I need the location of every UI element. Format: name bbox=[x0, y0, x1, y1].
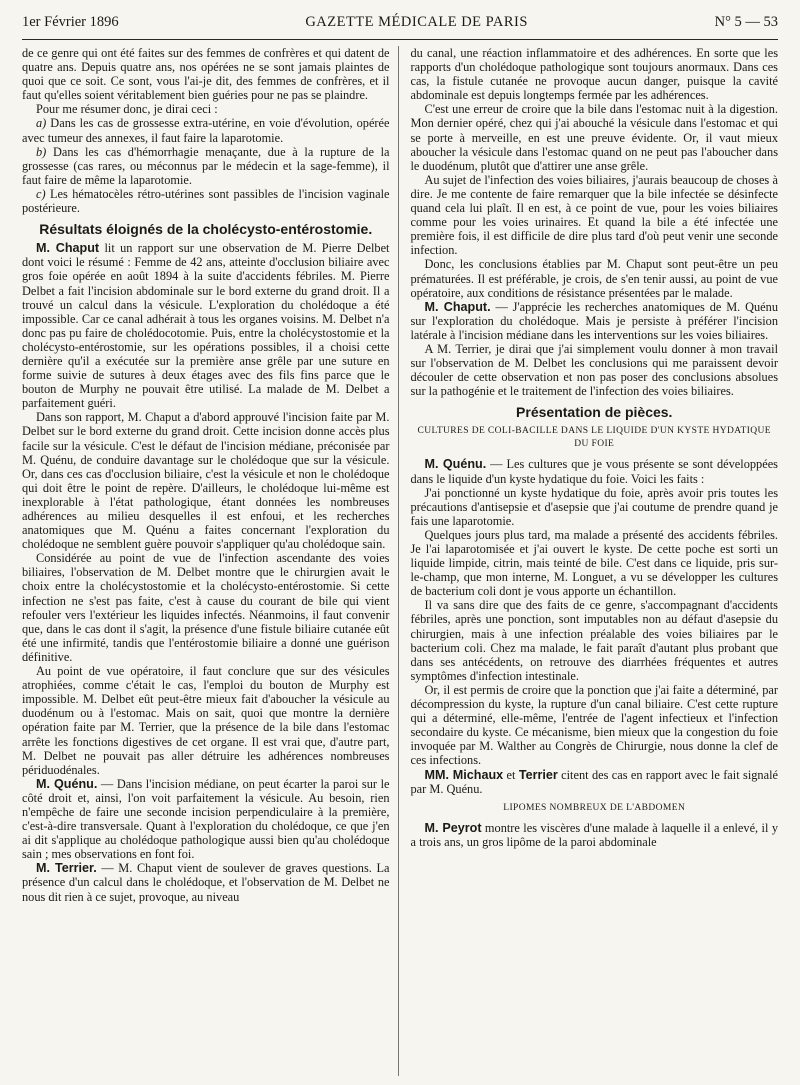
paragraph bbox=[411, 300, 779, 342]
right-column bbox=[411, 46, 779, 1076]
paragraph bbox=[411, 457, 779, 485]
speaker-name: M. Terrier. bbox=[36, 861, 97, 876]
paragraph: du canal, une réaction inflammatoire et des adhérences. En sorte que les rapports d'un cholédoque pathologique sont toujours anormaux. Dans ces cas, la fistule cutanée ne provoque aucun danger, puisque la cavité abdominale est depuis longtemps fermée par les adhérences. bbox=[410, 46, 778, 103]
paragraph: Pour me résumer donc, je dirai ceci : bbox=[36, 102, 218, 117]
issue-number: N° 5 — 53 bbox=[714, 14, 778, 30]
paragraph bbox=[411, 821, 779, 849]
paragraph: A M. Terrier, je dirai que j'ai simplement voulu donner à mon travail sur l'observation de M. Delbet les conclusions qui me paraissent devoir découler de cette observation et non pas poser des conclusions absolues sur la pathogénie et le traitement de l'infection des voies biliaires. bbox=[410, 341, 778, 399]
list-label: c) bbox=[36, 186, 46, 201]
list-text: Les hématocèles rétro-utérines sont passibles de l'incision vaginale postérieure. bbox=[22, 186, 390, 216]
paragraph: de ce genre qui ont été faites sur des femmes de confrères et qui datent de quatre ans. Depuis quatre ans, nos opérées ne se sont jamais plaintes de quoi que ce soit. Ce sont, vous l'ai-je dit, des femmes de confrères, et il faut qu'elles soient véritablement bien guéries pour ne pas se plaindre. bbox=[22, 46, 390, 103]
speaker-name: M. Peyrot bbox=[424, 820, 482, 835]
paragraph: C'est une erreur de croire que la bile dans l'estomac nuit à la digestion. Mon dernier opéré, chez qui j'ai abouché la vésicule dans l'estomac et qui se porte à merveille, en est une preuve évidente. Or, il vaut mieux aboucher la vésicule dans l'estomac quand on ne peut pas l'aboucher dans le duodénum, plutôt que d'attirer une anse grêle. bbox=[410, 102, 778, 173]
speaker-name: Terrier bbox=[518, 767, 558, 782]
list-item-b bbox=[22, 145, 390, 187]
paragraph bbox=[22, 777, 390, 862]
paragraph: Au point de vue opératoire, il faut conclure que sur des vésicules atrophiées, comme c'était le cas, l'emploi du bouton de Murphy est impossible. M. Delbet eût peut-être mieux fait d'aboucher la vésicule au duodénum ou à l'estomac. Mais on sait, quoi que montre la dernière opération faite par M. Terrier, que la présence de la bile dans l'estomac arrête les fonctions digestives de cet organe. Il est vrai que, d'autre part, M. Delbet ne pouvait pas aller détruire les adhérences nombreuses périduodénales. bbox=[22, 664, 390, 777]
speaker-name: M. Chaput bbox=[36, 241, 100, 256]
paragraph: Il va sans dire que des faits de ce genre, s'accompagnant d'accidents fébriles, après une ponction, sont imputables non au défaut d'asepsie du chirurgien, mais à une infection préalable des voies biliaires par le bacterium coli. Chez ma malade, le fait paraît d'autant plus probant que dans ses antécédents, on retrouve des diarrhées fréquentes et autres symptômes d'infection intestinale. bbox=[410, 598, 778, 683]
speaker-text: — J'apprécie les recherches anatomiques de M. Quénu sur l'exploration du cholédoque. Mais je persiste à préférer l'incision latérale à l'incision médiane dans les interventions sur les voies biliaires. bbox=[410, 299, 778, 342]
list-label: b) bbox=[36, 144, 47, 159]
paragraph: Au sujet de l'infection des voies biliaires, j'aurais beaucoup de choses à dire. Je me contente de faire remarquer que la bile infectée se désinfecte quand cela lui plaît. Il en est, à ce point de vue, pour les voies biliaires comme pour les voies urinaires. Et quand la bile a été infectée une première fois, il est difficile de dire plus tard d'où peut venir une seconde infection. bbox=[410, 172, 778, 258]
left-column bbox=[22, 46, 399, 1076]
paragraph bbox=[22, 241, 390, 410]
speaker-text: montre les viscères d'une malade à laquelle il a enlevé, il y a trois ans, un gros lipôme de la paroi abdominale bbox=[410, 820, 778, 849]
journal-title: GAZETTE MÉDICALE DE PARIS bbox=[305, 14, 528, 30]
section-heading: Présentation de pièces. bbox=[516, 404, 673, 421]
paragraph: Considérée au point de vue de l'infection ascendante des voies biliaires, l'observation de M. Delbet montre que le chirurgien avait le choix entre la cholécystostomie et la cholécysto-entérostomie. Si cette infection ne s'est pas faite, c'est à cause du courant de bile qui vient refouler vers l'extérieur les liquides infectés. Néanmoins, il faut convenir que, dans le cas dont il s'agit, la présence d'une fistule biliaire cutanée eût été une infirmité, tandis que l'entérostomie biliaire a donné une guérison définitive. bbox=[22, 551, 390, 664]
speaker-text: — M. Chaput vient de soulever de graves questions. La présence d'un calcul dans le cholédoque, et l'observation de M. Delbet ne nous dit rien à ce sujet, provoque, au niveau bbox=[22, 861, 390, 904]
paragraph: Or, il est permis de croire que la ponction que j'ai faite a déterminé, par décompression du kyste, la rupture d'un canal biliaire. C'est cette rupture qui a déterminé, elle-même, l'entrée de l'agent infectieux et l'infection secondaire du kyste. Ce mécanisme, bien mieux que la congestion du foie invoquée par M. Walther au Congrès de Chirurgie, nous donne la clef de ces infections. bbox=[410, 682, 778, 768]
paragraph bbox=[22, 861, 390, 903]
speaker-text: — Les cultures que je vous présente se sont développées dans le liquide d'un kyste hydatique du foie. Voici les faits : bbox=[410, 457, 778, 486]
text-columns bbox=[22, 46, 778, 1076]
speaker-name: M. Chaput. bbox=[424, 299, 491, 314]
speaker-name: MM. Michaux bbox=[424, 767, 504, 782]
paragraph: J'ai ponctionné un kyste hydatique du foie, après avoir pris toutes les précautions d'antisepsie et d'asepsie que j'ai coutume de prendre quand je fais une laparotomie. bbox=[410, 485, 778, 528]
list-item-c bbox=[22, 187, 390, 215]
paragraph: Donc, les conclusions établies par M. Chaput sont peut-être un peu prématurées. Il est préférable, je crois, de s'en tenir aussi, au point de vue opératoire, aux conditions de résistance présentées par le malade. bbox=[410, 257, 778, 300]
speaker-name: M. Quénu. bbox=[424, 457, 487, 472]
subsection-heading: LIPOMES NOMBREUX DE L'ABDOMEN bbox=[503, 802, 686, 813]
section-heading: Résultats éloignés de la cholécysto-entérostomie. bbox=[39, 221, 373, 238]
speaker-name: M. Quénu. bbox=[36, 776, 98, 791]
list-item-a bbox=[22, 116, 390, 144]
issue-date: 1er Février 1896 bbox=[22, 14, 119, 30]
paragraph bbox=[411, 768, 779, 796]
speaker-text: citent des cas en rapport avec le fait signalé par M. Quénu. bbox=[410, 767, 778, 796]
speaker-text: — Dans l'incision médiane, on peut écarter la paroi sur le côté droit et, ainsi, l'on voit parfaitement la vésicule. Au besoin, rien n'empêche de faire une seconde incision perpendiculaire à la première, c'est-à-dire transversale. Quant à l'exploration du cholédoque, ce que j'en ai dit s'applique au cholédoque pathologique aussi bien qu'au cholédoque sain ; mes observations en font foi. bbox=[22, 776, 390, 862]
page-header bbox=[22, 14, 778, 40]
subsection-heading: CULTURES DE COLI-BACILLE DANS LE LIQUIDE D'UN KYSTE HYDATIQUE DU FOIE bbox=[417, 426, 771, 450]
list-label: a) bbox=[36, 116, 47, 131]
list-text: Dans les cas de grossesse extra-utérine, en voie d'évolution, opérée avec tumeur des annexes, il faut faire la laparotomie. bbox=[22, 116, 390, 145]
paragraph: Quelques jours plus tard, ma malade a présenté des accidents fébriles. Je l'ai laparotomisée et j'ai ouvert le kyste. De cette poche est sorti un liquide limpide, citrin, mais teinté de bile. C'est dans ce liquide, pris sur-le-champ, que mon interne, M. Longuet, a vu se développer les cultures de bacterium coli dont je vous apporte un échantillon. bbox=[410, 527, 778, 599]
conjunction: et bbox=[503, 767, 519, 782]
paragraph: Dans son rapport, M. Chaput a d'abord approuvé l'incision faite par M. Delbet sur le bord externe du grand droit. Cette incision donne accès plus facile sur la vésicule. C'est le défaut de l'incision médiane, préconisée par M. Quénu, de conduire davantage sur le cholédoque que sur la vésicule. Or, dans ces cas d'occlusion biliaire, c'est la vésicule et non le cholédoque qui doit être le point de repère. D'ailleurs, le cholédoque lui-même est inexplorable à l'état pathologique, étant données les nombreuses adhérences au milieu desquelles il est enfoui, et les recherches anatomiques que M. Quénu a faites concernant l'exploration du cholédoque ne semblent guère pouvoir s'appliquer qu'au cholédoque sain. bbox=[22, 410, 390, 552]
speaker-text: lit un rapport sur une observation de M. Pierre Delbet dont voici le résumé : Femme de 42 ans, atteinte d'occlusion biliaire avec gros foie opérée en août 1894 à la suite d'accidents fébriles. M. Pierre Delbet a fait l'incision abdominale sur le bord externe du grand droit. Il a trouvé un calcul dans la vésicule. L'exploration du cholédoque a été impossible. Car ce canal adhérait à tous les organes voisins. M. Delbet n'a donc pas pu faire de cholédocotomie. Puis, entre la cholécystostomie et la cholécysto-entérostomie, sur les opérations possibles, il a choisi cette dernière qu'il a exécutée sur la première anse grêle par une suture en forme suivie de sutures à deux étages avec des fils fins parce que le bouton de Murphy ne pouvait être utilisé. La malade de M. Delbet a parfaitement guéri. bbox=[22, 241, 390, 411]
list-text: Dans les cas d'hémorrhagie menaçante, due à la rupture de la grossesse (cas rares, ou méconnus par le médecin et la sage-femme), il faut faire de même la laparotomie. bbox=[22, 144, 390, 187]
